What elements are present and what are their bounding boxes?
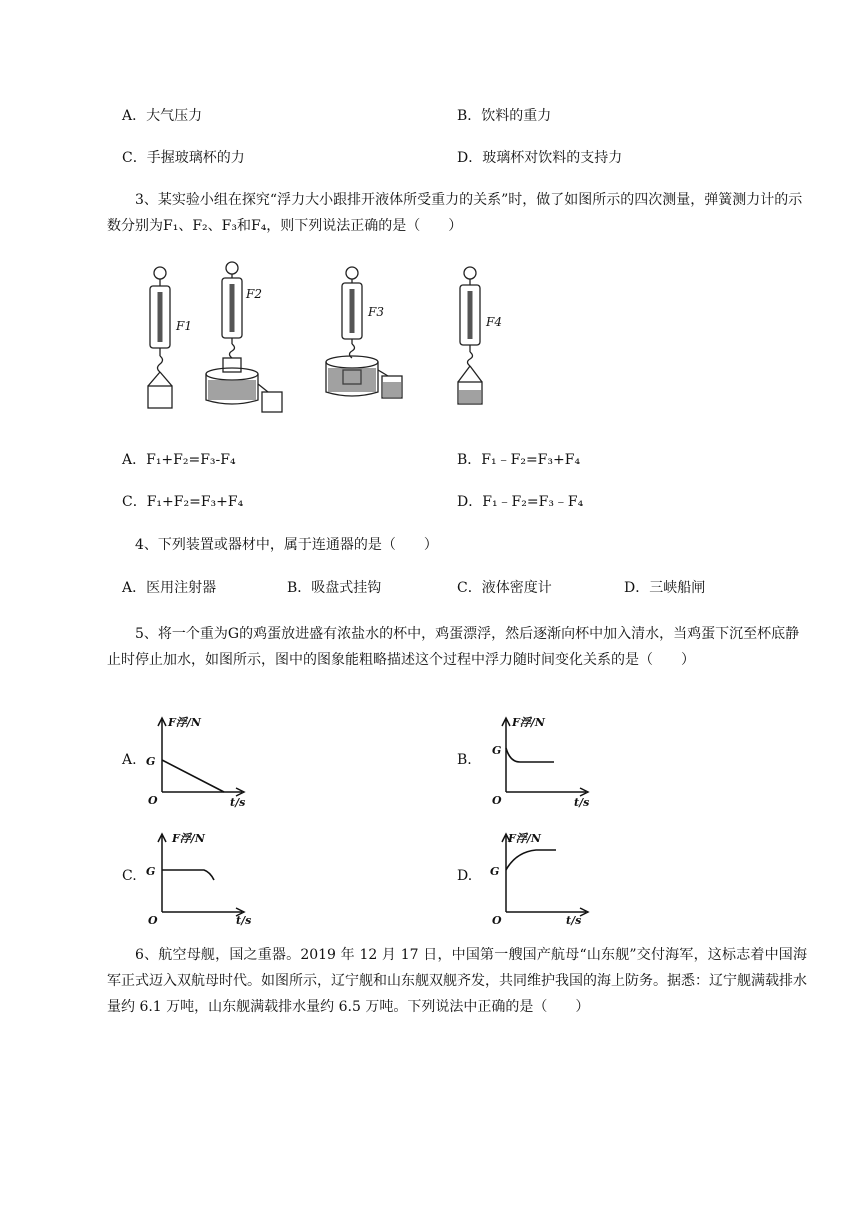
g-label: G (490, 865, 500, 878)
q5-option-d-label: D. (457, 868, 473, 884)
q5-stem: 5、将一个重为G的鸡蛋放进盛有浓盐水的杯中，鸡蛋漂浮，然后逐渐向杯中加入清水，当鸡蛋下沉至杯底静止时停止加水，如图所示，图中的图象能粗略描述这个过程中浮力随时间变化关系的是（ ） (107, 626, 800, 668)
q5-graph-a (142, 710, 262, 810)
x-axis-label: t/s (236, 914, 252, 926)
q3-option-d: D．F₁﹣F₂=F₃﹣F₄ (457, 494, 584, 510)
q5-option-a-label: A. (122, 752, 137, 768)
x-axis-label: t/s (230, 796, 246, 809)
q3-option-c: C．F₁+F₂=F₃+F₄ (122, 494, 244, 510)
y-axis-label: F浮/N (168, 716, 201, 729)
q3-stem: 3、某实验小组在探究“浮力大小跟排开液体所受重力的关系”时，做了如图所示的四次测量，弹簧测力计的示数分别为F₁、F₂、F₃和F₄，则下列说法正确的是（ ） (107, 192, 803, 234)
q4-option-b: B．吸盘式挂钩 (287, 580, 382, 596)
label-f1: F1 (176, 319, 192, 333)
q5-option-c-label: C. (122, 868, 137, 884)
q3-option-b: B．F₁﹣F₂=F₃+F₄ (457, 452, 581, 468)
q5-graph-d (486, 826, 606, 926)
q3-option-a: A．F₁+F₂=F₃-F₄ (122, 452, 236, 468)
origin-label: O (148, 794, 158, 807)
q2-option-b: B．饮料的重力 (457, 108, 552, 124)
y-axis-label: F浮/N (512, 716, 545, 729)
q5-option-b-label: B. (457, 752, 472, 768)
q6-stem: 6、航空母舰，国之重器。2019 年 12 月 17 日，中国第一艘国产航母“山东舰”交付海军，这标志着中国海军正式迈入双航母时代。如图所示，辽宁舰和山东舰双舰齐发，共同维护我国的海上防务。据悉：辽宁舰满载排水量约 6.1 万吨，山东舰满载排水量约 6.5 万吨。下列说法中正确的是（ ） (107, 947, 807, 1015)
g-label: G (146, 865, 156, 878)
q3-figure (140, 258, 520, 422)
q4-stem: 4、下列装置或器材中，属于连通器的是（ ） (135, 537, 438, 553)
q5-graph-c (142, 826, 262, 926)
label-f3: F3 (368, 305, 384, 319)
x-axis-label: t/s (574, 796, 590, 809)
spring-scale-figure (140, 258, 520, 418)
q2-option-c: C．手握玻璃杯的力 (122, 150, 245, 166)
label-f2: F2 (246, 287, 262, 301)
q4-option-c: C．液体密度计 (457, 580, 552, 596)
q4-option-a: A．医用注射器 (122, 580, 217, 596)
x-axis-label: t/s (566, 914, 582, 926)
y-axis-label: F浮/N (508, 832, 541, 845)
g-label: G (146, 755, 156, 768)
origin-label: O (148, 914, 158, 926)
g-label: G (492, 744, 502, 757)
q5-graph-b (486, 710, 606, 810)
origin-label: O (492, 794, 502, 807)
q2-option-a: A．大气压力 (122, 108, 203, 124)
label-f4: F4 (486, 315, 502, 329)
y-axis-label: F浮/N (172, 832, 205, 845)
origin-label: O (492, 914, 502, 926)
q4-option-d: D．三峡船闸 (624, 580, 706, 596)
q2-option-d: D．玻璃杯对饮料的支持力 (457, 150, 623, 166)
